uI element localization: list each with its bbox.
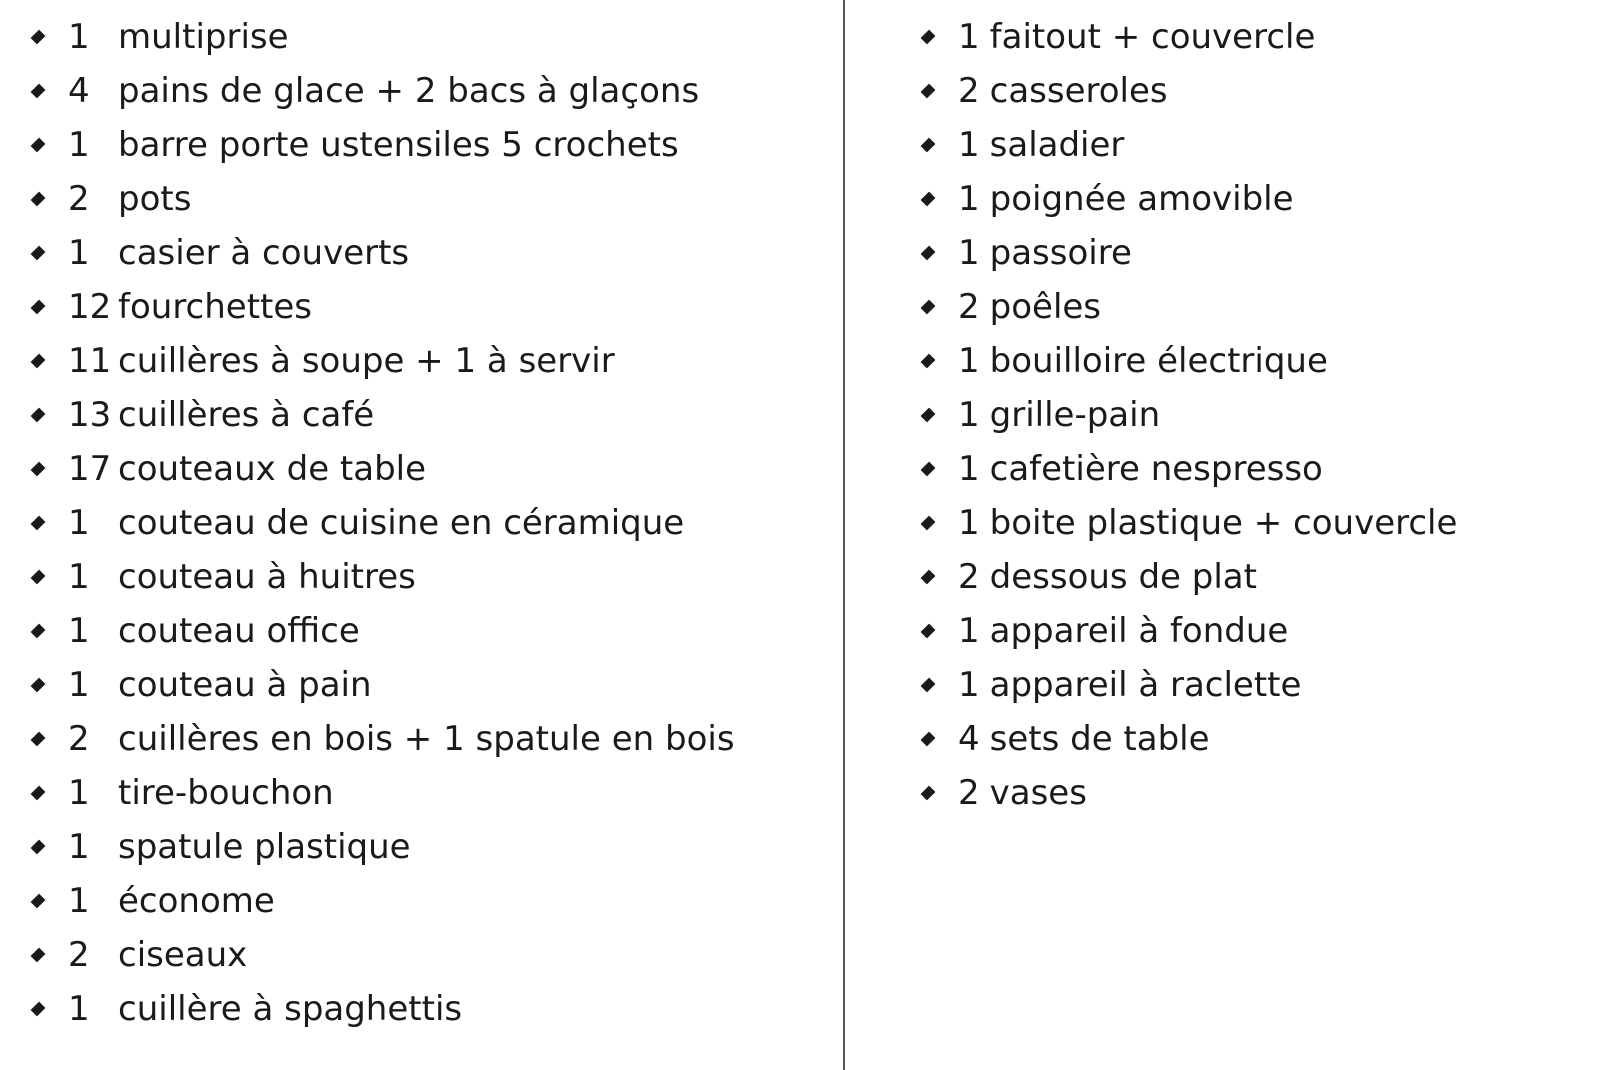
item-quantity: 2 [68,719,90,759]
column-divider [843,0,845,1070]
diamond-bullet-icon [31,894,46,909]
item-quantity: 1 [68,17,90,57]
list-item [0,10,289,64]
list-item [0,442,426,496]
list-item [0,820,411,874]
item-label: pots [118,179,192,219]
item-label: pains de glace + 2 bacs à glaçons [118,71,700,111]
list-item [0,712,735,766]
item-label: casseroles [989,71,1168,111]
diamond-bullet-icon [921,354,936,369]
list-item [848,712,1210,766]
diamond-bullet-icon [31,354,46,369]
item-quantity: 1 [958,611,980,651]
list-item [0,334,615,388]
diamond-bullet-icon [921,30,936,45]
item-quantity: 1 [68,881,90,921]
diamond-bullet-icon [921,246,936,261]
item-label: couteau à huitres [118,557,416,597]
item-quantity: 1 [958,449,980,489]
item-label: appareil à raclette [989,665,1302,705]
list-item [0,388,374,442]
item-label: bouilloire électrique [989,341,1328,381]
diamond-bullet-icon [31,300,46,315]
item-label: cuillère à spaghettis [118,989,463,1029]
list-item [848,442,1323,496]
item-quantity: 1 [68,503,90,543]
item-label: boite plastique + couvercle [989,503,1458,543]
diamond-bullet-icon [31,1002,46,1017]
item-quantity: 2 [68,935,90,975]
diamond-bullet-icon [31,732,46,747]
diamond-bullet-icon [31,624,46,639]
list-item [0,280,312,334]
list-item [0,766,334,820]
item-label: passoire [989,233,1132,273]
diamond-bullet-icon [31,678,46,693]
diamond-bullet-icon [921,786,936,801]
list-item [0,658,372,712]
item-label: grille-pain [989,395,1161,435]
diamond-bullet-icon [921,192,936,207]
diamond-bullet-icon [921,138,936,153]
item-label: tire-bouchon [118,773,334,813]
list-item [848,118,1124,172]
diamond-bullet-icon [921,516,936,531]
item-label: fourchettes [118,287,313,327]
item-label: cuillères à café [118,395,375,435]
item-label: faitout + couvercle [989,17,1316,57]
list-item [848,280,1101,334]
diamond-bullet-icon [921,408,936,423]
item-label: spatule plastique [118,827,411,867]
item-quantity: 12 [68,287,112,327]
item-label: casier à couverts [118,233,410,273]
item-quantity: 11 [68,341,112,381]
list-item [0,496,684,550]
diamond-bullet-icon [31,516,46,531]
diamond-bullet-icon [921,624,936,639]
list-item [848,604,1288,658]
diamond-bullet-icon [31,192,46,207]
list-item [0,226,409,280]
list-item [848,658,1301,712]
item-quantity: 2 [958,71,980,111]
item-label: cuillères à soupe + 1 à servir [118,341,615,381]
list-item [848,496,1457,550]
item-quantity: 1 [68,233,90,273]
diamond-bullet-icon [31,786,46,801]
item-label: multiprise [118,17,289,57]
item-quantity: 17 [68,449,112,489]
diamond-bullet-icon [921,678,936,693]
item-quantity: 1 [958,341,980,381]
diamond-bullet-icon [921,570,936,585]
diamond-bullet-icon [921,732,936,747]
item-label: vases [989,773,1087,813]
item-label: sets de table [989,719,1210,759]
list-item [848,226,1132,280]
item-quantity: 1 [958,17,980,57]
item-quantity: 1 [68,665,90,705]
item-quantity: 1 [68,989,90,1029]
item-label: couteau office [118,611,360,651]
list-item [848,172,1294,226]
item-label: économe [118,881,275,921]
diamond-bullet-icon [31,948,46,963]
item-quantity: 1 [68,773,90,813]
list-item [0,64,699,118]
item-label: appareil à fondue [989,611,1289,651]
item-label: poêles [989,287,1102,327]
diamond-bullet-icon [31,84,46,99]
list-item [0,550,416,604]
item-quantity: 4 [68,71,90,111]
diamond-bullet-icon [31,246,46,261]
diamond-bullet-icon [31,840,46,855]
item-quantity: 1 [68,611,90,651]
item-label: barre porte ustensiles 5 crochets [118,125,679,165]
item-quantity: 2 [68,179,90,219]
list-item [0,982,462,1036]
item-quantity: 2 [958,287,980,327]
diamond-bullet-icon [31,570,46,585]
item-label: dessous de plat [989,557,1257,597]
list-item [848,64,1168,118]
item-quantity: 2 [958,557,980,597]
diamond-bullet-icon [921,462,936,477]
list-item [848,334,1328,388]
list-item [0,118,679,172]
item-label: saladier [989,125,1125,165]
item-quantity: 13 [68,395,112,435]
item-quantity: 1 [958,233,980,273]
item-label: couteau de cuisine en céramique [118,503,685,543]
diamond-bullet-icon [921,84,936,99]
item-quantity: 1 [68,557,90,597]
diamond-bullet-icon [31,138,46,153]
diamond-bullet-icon [31,30,46,45]
item-quantity: 1 [958,503,980,543]
diamond-bullet-icon [31,462,46,477]
item-label: poignée amovible [989,179,1294,219]
list-item [0,874,275,928]
list-item [848,388,1160,442]
item-label: cuillères en bois + 1 spatule en bois [118,719,735,759]
diamond-bullet-icon [921,300,936,315]
item-label: couteau à pain [118,665,372,705]
diamond-bullet-icon [31,408,46,423]
list-item [0,928,247,982]
item-quantity: 1 [958,395,980,435]
list-item [0,172,191,226]
item-quantity: 1 [958,179,980,219]
item-quantity: 1 [68,125,90,165]
list-item [848,550,1257,604]
list-item [848,10,1315,64]
item-quantity: 1 [68,827,90,867]
item-label: couteaux de table [118,449,427,489]
item-label: ciseaux [118,935,248,975]
item-quantity: 1 [958,665,980,705]
item-quantity: 4 [958,719,980,759]
item-label: cafetière nespresso [989,449,1323,489]
list-item [0,604,360,658]
list-item [848,766,1087,820]
item-quantity: 2 [958,773,980,813]
item-quantity: 1 [958,125,980,165]
